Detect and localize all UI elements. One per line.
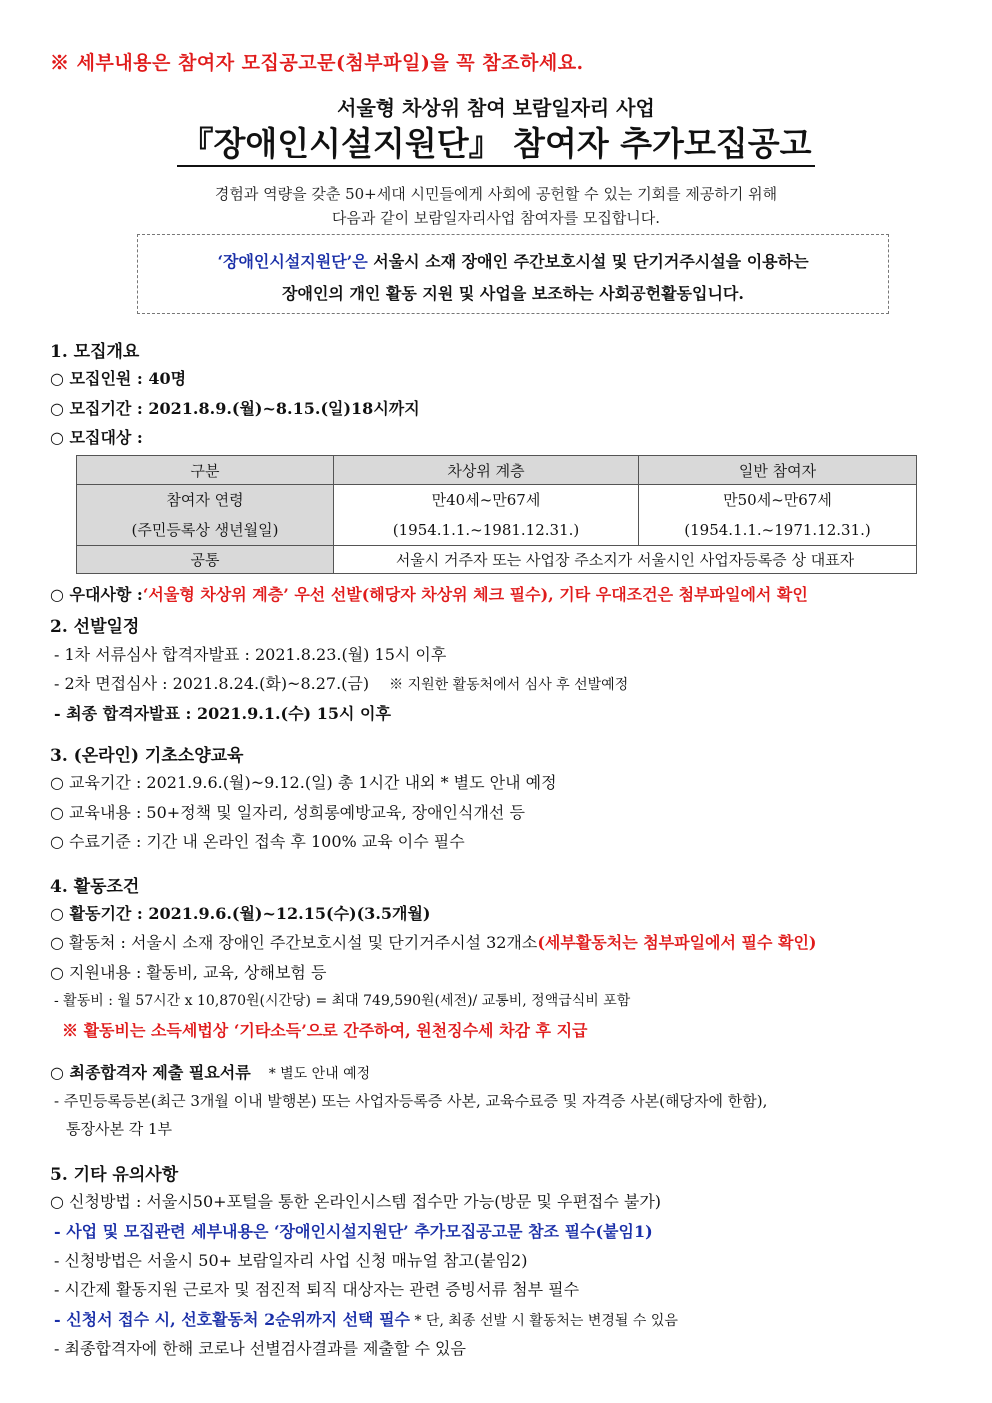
age-label-1: 참여자 연령: [166, 491, 244, 509]
target-table: [76, 455, 917, 574]
activity-place: [50, 930, 817, 953]
required-docs-2: 통장사본 각 1부: [66, 1120, 173, 1138]
section5-heading: 5. 기타 유의사항: [50, 1165, 179, 1185]
summary-line-1-rest: 서울시 소재 장애인 주간보호시설 및 단기거주시설을 이용하는: [367, 252, 809, 271]
summary-box: [137, 234, 889, 314]
section1-heading: 1. 모집개요: [50, 342, 140, 362]
support-content: ○ 지원내용 : 활동비, 교육, 상해보험 등: [50, 963, 327, 982]
summary-line-1: [138, 249, 888, 272]
intro-line-1: 경험과 역량을 갖춘 50+세대 시민들에게 사회에 공헌할 수 있는 기회를 제공하기 위해: [214, 185, 778, 203]
recruit-period: ○ 모집기간 : 2021.8.9.(월)~8.15.(일)18시까지: [50, 399, 420, 418]
section3-heading: 3. (온라인) 기초소양교육: [50, 746, 244, 766]
common-value: 서울시 거주자 또는 사업장 주소지가 서울시인 사업자등록증 상 대표자: [334, 546, 917, 574]
table-header-cell: 차상위 계층: [334, 456, 639, 485]
recruit-target: ○ 모집대상 :: [50, 428, 143, 447]
preference-choice: - 신청서 접수 시, 선호활동처 2순위까지 선택 필수: [54, 1310, 411, 1329]
schedule-item: [54, 671, 628, 694]
table-row: [77, 546, 917, 574]
activity-period: ○ 활동기간 : 2021.9.6.(월)~12.15(수)(3.5개월): [50, 904, 431, 923]
low-income-birth: (1954.1.1.~1981.12.31.): [392, 521, 580, 539]
required-docs-label: ○ 최종합격자 제출 필요서류: [50, 1063, 251, 1082]
table-header-row: [77, 456, 917, 485]
activity-place-note: (세부활동처는 첨부파일에서 필수 확인): [537, 933, 817, 952]
notice-banner: ※ 세부내용은 참여자 모집공고문(첨부파일)을 꼭 참조하세요.: [50, 52, 584, 74]
age-label-cell: [77, 485, 334, 546]
section2-heading: 2. 선발일정: [50, 617, 140, 637]
table-row: [77, 485, 917, 546]
low-income-age: 만40세~만67세: [431, 491, 541, 509]
table-header-cell: 일반 참여자: [639, 456, 917, 485]
low-income-cell: [334, 485, 639, 546]
preference-choice-line: [54, 1307, 678, 1330]
recruit-count: ○ 모집인원 : 40명: [50, 369, 187, 388]
education-item: ○ 수료기준 : 기간 내 온라인 접속 후 100% 교육 이수 필수: [50, 832, 465, 851]
summary-line-2: 장애인의 개인 활동 지원 및 사업을 보조하는 사회공헌활동입니다.: [282, 284, 744, 303]
intro-line-2: 다음과 같이 보람일자리사업 참여자를 모집합니다.: [331, 209, 661, 227]
page-title-text: 『장애인시설지원단』 참여자 추가모집공고: [177, 124, 816, 167]
schedule-item-text: - 2차 면접심사 : 2021.8.24.(화)~8.27.(금): [54, 674, 370, 693]
activity-pay: - 활동비 : 월 57시간 x 10,870원(시간당) = 최대 749,590원(세전)/ 교통비, 정액급식비 포함: [54, 993, 631, 1009]
page-subtitle: 서울형 차상위 참여 보람일자리 사업: [337, 96, 655, 120]
education-item: ○ 교육내용 : 50+정책 및 일자리, 성희롱예방교육, 장애인식개선 등: [50, 803, 525, 822]
education-item: ○ 교육기간 : 2021.9.6.(월)~9.12.(일) 총 1시간 내외 * 별도 안내 예정: [50, 773, 557, 792]
required-docs-note: * 별도 안내 예정: [268, 1066, 371, 1082]
preference-label: ○ 우대사항 :: [50, 585, 143, 604]
interview-note: ※ 지원한 활동처에서 심사 후 선발예정: [389, 677, 629, 693]
manual-note: - 신청방법은 서울시 50+ 보람일자리 사업 신청 매뉴얼 참고(붙임2): [54, 1251, 528, 1270]
age-label-2: (주민등록상 생년월일): [131, 521, 279, 539]
section4-heading: 4. 활동조건: [50, 877, 140, 897]
apply-method: ○ 신청방법 : 서울시50+포털을 통한 온라인시스템 접수만 가능(방문 및 우편접수 불가): [50, 1192, 662, 1211]
table-header-cell: 구분: [77, 456, 334, 485]
preference-line: [50, 582, 808, 605]
general-birth: (1954.1.1.~1971.12.31.): [684, 521, 871, 539]
general-cell: [639, 485, 917, 546]
tax-note: ※ 활동비는 소득세법상 ‘기타소득’으로 간주하여, 원천징수세 차감 후 지급: [62, 1021, 588, 1040]
required-docs-line: [50, 1060, 370, 1083]
common-label: 공통: [77, 546, 334, 574]
schedule-item: - 1차 서류심사 합격자발표 : 2021.8.23.(월) 15시 이후: [54, 645, 447, 664]
part-time-note: - 시간제 활동지원 근로자 및 점진적 퇴직 대상자는 관련 증빙서류 첨부 필수: [54, 1280, 580, 1299]
page-title: [0, 118, 992, 165]
required-docs-1: - 주민등록등본(최근 3개월 이내 발행본) 또는 사업자등록증 사본, 교육수료증 및 자격증 사본(해당자에 한함),: [54, 1092, 768, 1110]
general-age: 만50세~만67세: [723, 491, 832, 509]
preference-value: ‘서울형 차상위 계층’ 우선 선발(해당자 차상위 체크 필수), 기타 우대조건은 첨부파일에서 확인: [142, 585, 808, 604]
schedule-item: - 최종 합격자발표 : 2021.9.1.(수) 15시 이후: [54, 704, 391, 723]
activity-place-text: ○ 활동처 : 서울시 소재 장애인 주간보호시설 및 단기거주시설 32개소: [50, 933, 538, 952]
covid-note: - 최종합격자에 한해 코로나 선별검사결과를 제출할 수 있음: [54, 1339, 466, 1358]
preference-choice-note: * 단, 최종 선발 시 활동처는 변경될 수 있음: [410, 1313, 678, 1329]
details-note: - 사업 및 모집관련 세부내용은 ‘장애인시설지원단’ 추가모집공고문 참조 필수(붙임1): [54, 1222, 653, 1241]
summary-highlight: ‘장애인시설지원단’은: [217, 252, 368, 271]
